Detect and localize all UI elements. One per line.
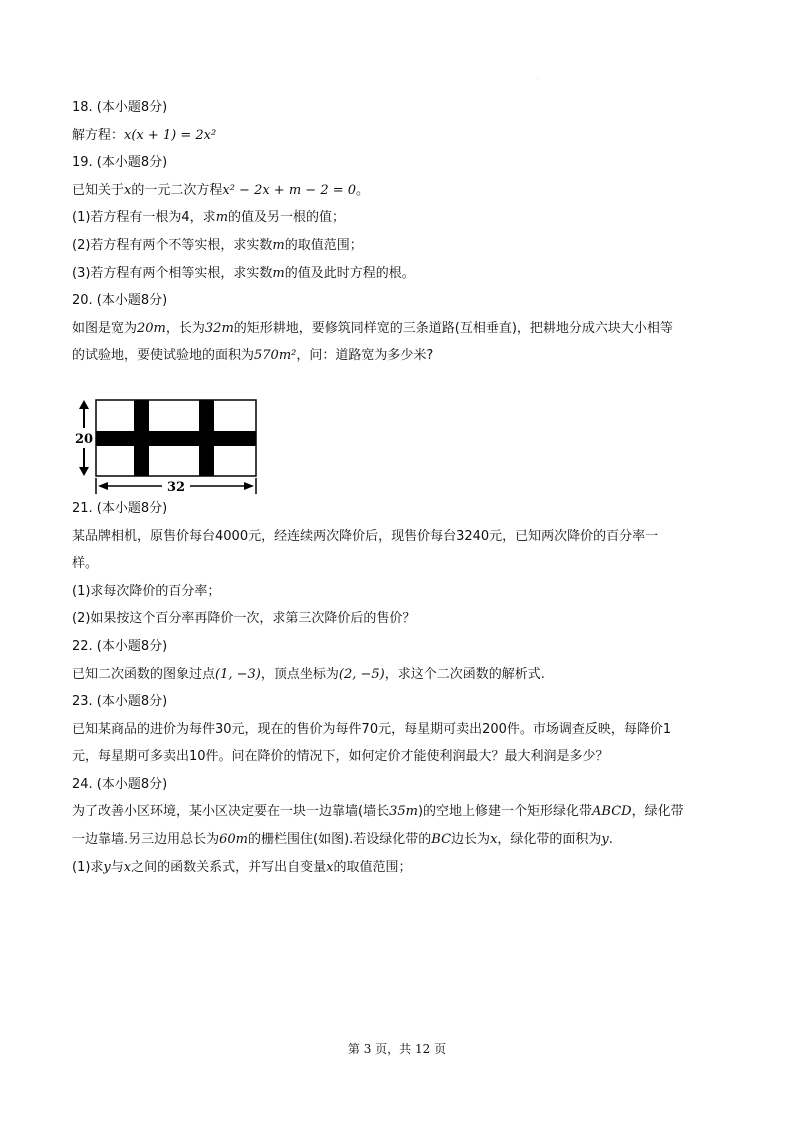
q19-stem-x: x (124, 182, 132, 198)
q19-stem-a: 已知关于 (72, 182, 125, 198)
q24-p1-b: 与 (110, 859, 124, 875)
page-footer: 第 3 页，共 12 页 (347, 1042, 447, 1056)
q24-part-1 (72, 854, 732, 882)
q24-l2-e: . (608, 832, 613, 848)
q24-l1-c: ，绿化带 (631, 804, 684, 820)
q19-part-3 (72, 260, 732, 288)
q19-p2-b: 的取值范围； (284, 237, 363, 253)
q22-c: ，求这个二次函数的解析式. (384, 666, 545, 682)
q24-wall: 35m (389, 804, 418, 820)
q19-p3-a: (3)若方程有两个相等实根，求实数 (72, 265, 273, 281)
q19-p3-m: m (272, 265, 285, 281)
length-label: 32 (166, 480, 186, 495)
q19-p2-m: m (272, 237, 285, 253)
q24-p1-x: x (123, 859, 132, 875)
q24-fence: 60m (219, 832, 249, 848)
q22-point: (1, −3) (215, 666, 261, 682)
q20-line-1 (72, 315, 732, 343)
field-diagram (72, 396, 262, 496)
q24-abcd: ABCD (592, 804, 632, 820)
q19-p2-a: (2)若方程有两个不等实根，求实数 (72, 237, 273, 253)
q24-p1-a: (1)求 (72, 859, 104, 875)
q19-p1-b: 的值及另一根的值； (228, 210, 346, 226)
length-arrowhead-right (244, 482, 254, 490)
q22-header: 22. (本小题8分) (72, 638, 168, 654)
width-arrowhead-up (79, 400, 89, 409)
q19-stem-b: 的一元二次方程 (131, 182, 223, 198)
q20-area: 570m² (254, 348, 297, 364)
q22-vertex: (2, −5) (338, 666, 385, 682)
q20-l1-c: 的矩形耕地，要修筑同样宽的三条道路(互相垂直)，把耕地分成六块大小相等 (233, 320, 673, 336)
q19-part-1 (72, 204, 732, 232)
q20-width: 20m (137, 320, 166, 336)
q19-equation: x² − 2x + m − 2 = 0 (222, 182, 357, 198)
q18-header: 18. (本小题8分) (72, 100, 168, 115)
q24-l1-b: )的空地上修建一个矩形绿化带 (417, 804, 593, 820)
q20-length: 32m (204, 320, 234, 336)
q21-part-1: (1)求每次降价的百分率； (72, 583, 221, 599)
q19-stem-c: 。 (356, 182, 370, 198)
q24-line-2 (72, 826, 732, 854)
q23-line-2: 元，每星期可多卖出10件。问在降价的情况下，如何定价才能使利润最大？最大利润是多少？ (72, 749, 609, 765)
q24-line-1 (72, 798, 732, 826)
q24-bc: BC (431, 832, 452, 848)
q20-l1-a: 如图是宽为 (72, 320, 138, 336)
q21-line-2: 样。 (72, 556, 99, 572)
width-label: 20 (74, 432, 94, 447)
q23-header: 23. (本小题8分) (72, 694, 168, 710)
q22-b: ，顶点坐标为 (260, 666, 339, 682)
q24-p1-y: y (103, 859, 111, 875)
vertical-road-1 (134, 400, 149, 476)
q19-header: 19. (本小题8分) (72, 155, 168, 171)
q19-p3-b: 的值及此时方程的根。 (284, 265, 415, 281)
q19-p1-a: (1)若方程有一根为4，求 (72, 210, 216, 226)
q24-l2-c: 边长为 (451, 832, 491, 848)
q24-p1-x2: x (326, 859, 334, 875)
q21-header: 21. (本小题8分) (72, 500, 168, 516)
q23-line-1: 已知某商品的进价为每件30元，现在的售价为每件70元，每星期可卖出200件。市场调查反映，每降价1 (72, 721, 672, 737)
q24-l2-d: ，绿化带的面积为 (497, 832, 602, 848)
q20-l2-b: ，问：道路宽为多少米? (296, 348, 434, 364)
q18-prompt: 解方程： (72, 127, 125, 143)
q19-part-2 (72, 232, 732, 260)
q24-l1-a: 为了改善小区环境，某小区决定要在一块一边靠墙(墙长 (72, 804, 390, 820)
length-arrowhead-left (98, 482, 108, 490)
q22-a: 已知二次函数的图象过点 (72, 666, 216, 682)
q24-header: 24. (本小题8分) (72, 776, 168, 792)
q24-p1-d: 的取值范围； (333, 859, 412, 875)
q24-y: y (601, 832, 609, 848)
vertical-road-2 (199, 400, 214, 476)
q18-equation: x(x + 1) = 2x² (124, 127, 217, 143)
q20-line-2 (72, 342, 732, 370)
q21-part-2: (2)如果按这个百分率再降价一次，求第三次降价后的售价？ (72, 611, 416, 627)
q24-p1-c: 之间的函数关系式，并写出自变量 (131, 859, 327, 875)
q20-l1-b: ，长为 (165, 320, 205, 336)
horizontal-road (96, 431, 256, 446)
q20-header: 20. (本小题8分) (72, 293, 168, 309)
scan-mark: · (537, 76, 539, 83)
q24-x: x (490, 832, 498, 848)
width-arrowhead-down (79, 467, 89, 476)
q18-text (72, 122, 732, 150)
q24-l2-a: 一边靠墙.另三边用总长为 (72, 832, 220, 848)
q19-p1-m: m (215, 210, 229, 226)
q19-stem (72, 177, 732, 205)
q24-l2-b: 的栅栏围住(如图).若设绿化带的 (248, 832, 432, 848)
q20-l2-a: 的试验地，要使试验地的面积为 (72, 348, 255, 364)
q22-text (72, 661, 732, 689)
q21-line-1: 某品牌相机，原售价每台4000元，经连续两次降价后，现售价每台3240元，已知两次降价的百分率一 (72, 528, 659, 544)
